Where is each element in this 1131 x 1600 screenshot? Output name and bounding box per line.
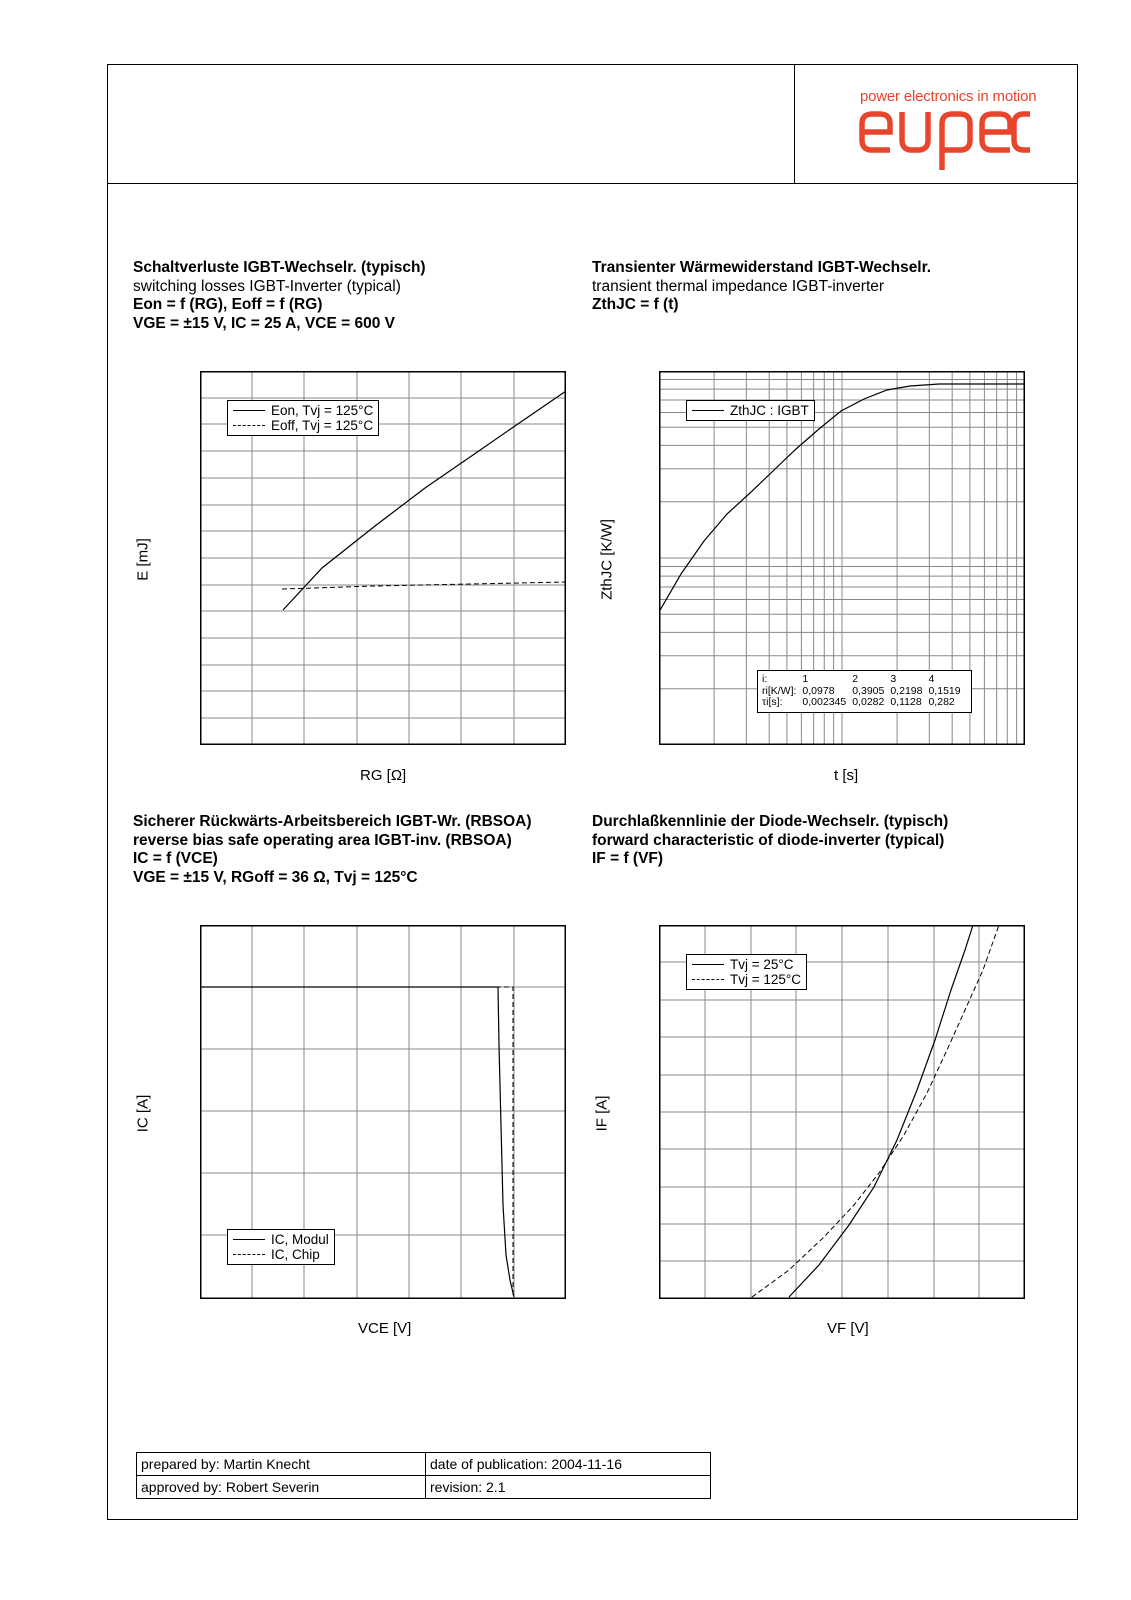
thermal-title-block <box>592 259 931 315</box>
publication-date: date of publication: 2004-11-16 <box>426 1453 711 1476</box>
table-header: 4 <box>928 673 935 685</box>
forward-xlabel: VF [V] <box>827 1320 869 1337</box>
thermal-xlabel: t [s] <box>834 767 859 784</box>
switching-title-block <box>133 259 426 333</box>
footer-table <box>136 1452 711 1499</box>
table-header: 1 <box>802 673 809 685</box>
table-cell: 0,1519 <box>928 684 961 697</box>
rbsoa-ylabel: IC [A] <box>134 1094 152 1133</box>
switching-cond: VGE = ±15 V, IC = 25 A, VCE = 600 V <box>133 314 395 332</box>
forward-ylabel: IF [A] <box>593 1095 611 1132</box>
table-header: i: <box>762 673 768 685</box>
table-cell: 0,3905 <box>852 684 885 697</box>
switching-title-en: switching losses IGBT-Inverter (typical) <box>133 277 401 295</box>
forward-title-en: forward characteristic of diode-inverter (typical) <box>592 831 945 849</box>
legend-eoff: Eoff, Tvj = 125°C <box>271 418 374 433</box>
table-cell: 0,2198 <box>890 684 923 697</box>
thermal-legend <box>686 400 815 421</box>
rbsoa-title-block <box>133 813 532 887</box>
legend-ic-chip: IC, Chip <box>271 1247 320 1262</box>
legend-tvj125: Tvj = 125°C <box>730 972 802 987</box>
table-cell: τi[s]: <box>762 696 783 708</box>
thermal-ylabel: ZthJC [K/W] <box>598 519 616 600</box>
forward-legend <box>686 954 807 990</box>
rbsoa-title-de: Sicherer Rückwärts-Arbeitsbereich IGBT-Wr. (RBSOA) <box>133 813 532 830</box>
thermal-parameter-table <box>757 670 972 713</box>
legend-tvj25: Tvj = 25°C <box>730 957 794 972</box>
approved-by: approved by: Robert Severin <box>137 1476 426 1499</box>
forward-title-de: Durchlaßkennlinie der Diode-Wechselr. (typisch) <box>592 813 949 830</box>
switching-legend <box>227 400 379 436</box>
switching-title-de: Schaltverluste IGBT-Wechselr. (typisch) <box>133 259 426 276</box>
brand-tagline: power electronics in motion <box>860 88 1037 105</box>
thermal-title-de: Transienter Wärmewiderstand IGBT-Wechselr. <box>592 259 932 276</box>
rbsoa-legend <box>227 1229 335 1265</box>
switching-func: Eon = f (RG), Eoff = f (RG) <box>133 296 323 313</box>
table-cell: 0,0282 <box>852 696 885 708</box>
thermal-title-en: transient thermal impedance IGBT-inverter <box>592 277 885 295</box>
table-cell: 0,002345 <box>802 696 847 708</box>
revision: revision: 2.1 <box>426 1476 711 1499</box>
rbsoa-func: IC = f (VCE) <box>133 850 218 867</box>
switching-xlabel: RG [Ω] <box>360 767 407 784</box>
rbsoa-cond: VGE = ±15 V, RGoff = 36 Ω, Tvj = 125°C <box>133 868 418 886</box>
legend-ic-modul: IC, Modul <box>271 1232 329 1247</box>
prepared-by: prepared by: Martin Knecht <box>137 1453 426 1476</box>
legend-eon: Eon, Tvj = 125°C <box>271 403 374 418</box>
legend-zthjc: ZthJC : IGBT <box>730 403 809 418</box>
forward-func: IF = f (VF) <box>592 850 664 867</box>
table-header: 2 <box>852 673 859 685</box>
table-cell: ri[K/W]: <box>762 684 797 697</box>
tvj25-curve <box>789 925 973 1297</box>
header-vertical-divider <box>794 65 795 183</box>
table-cell: 0,1128 <box>890 696 922 708</box>
table-header: 3 <box>890 673 897 685</box>
table-cell: 0,282 <box>928 696 955 708</box>
table-cell: 0,0978 <box>802 684 835 697</box>
switching-ylabel: E [mJ] <box>134 538 152 581</box>
thermal-func: ZthJC = f (t) <box>592 296 679 313</box>
rbsoa-xlabel: VCE [V] <box>358 1320 412 1337</box>
eupec-logo <box>858 108 1038 172</box>
rbsoa-title-en: reverse bias safe operating area IGBT-inv. (RBSOA) <box>133 831 512 849</box>
forward-title-block <box>592 813 948 869</box>
header-divider <box>108 183 1077 184</box>
